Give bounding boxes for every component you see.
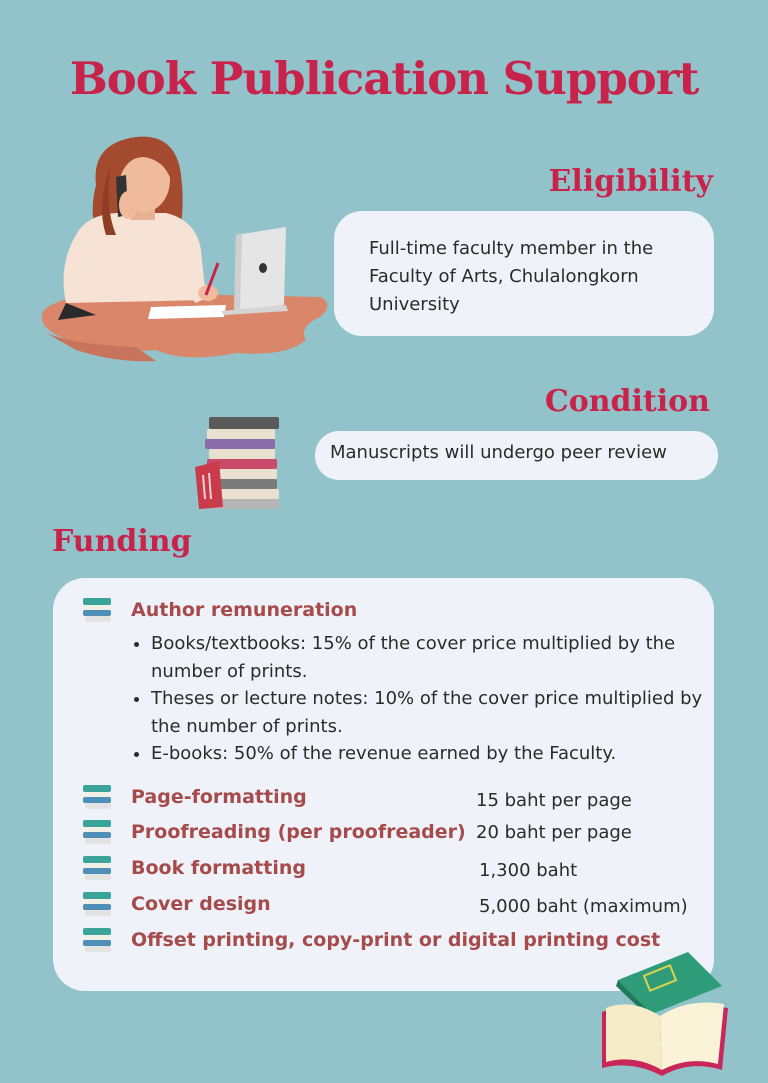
eligibility-heading: Eligibility — [548, 164, 713, 199]
book-stack-illustration — [193, 415, 285, 511]
open-book-illustration — [598, 950, 738, 1080]
books-icon — [81, 596, 113, 624]
funding-item-amount: 15 baht per page — [476, 790, 632, 811]
eligibility-text: Full-time faculty member in the Faculty of Arts, Chulalongkorn University — [369, 238, 654, 315]
condition-text: Manuscripts will undergo peer review — [330, 442, 667, 463]
funding-item-cover-design — [81, 890, 271, 918]
funding-item-book-formatting — [81, 854, 306, 882]
funding-heading: Funding — [52, 524, 192, 559]
funding-item-amount: 20 baht per page — [476, 822, 632, 843]
condition-card — [315, 431, 718, 480]
woman-at-laptop-illustration — [36, 135, 332, 365]
books-icon — [81, 783, 113, 811]
author-remuneration-label: Author remuneration — [131, 599, 358, 621]
funding-item-label: Proofreading (per proofreader) — [131, 821, 466, 843]
funding-item-label: Page-formatting — [131, 786, 307, 808]
funding-item-amount: 5,000 baht (maximum) — [479, 896, 688, 917]
books-icon — [81, 818, 113, 846]
books-icon — [81, 890, 113, 918]
funding-item-label: Cover design — [131, 893, 271, 915]
list-item: • Books/textbooks: 15% of the cover price multiplied by the number of prints. — [151, 630, 711, 685]
list-item: • Theses or lecture notes: 10% of the cover price multiplied by the number of prints. — [151, 685, 711, 740]
funding-item-label: Offset printing, copy-print or digital printing cost — [131, 929, 661, 951]
funding-item-printing — [81, 926, 660, 954]
funding-item-page-formatting — [81, 783, 307, 811]
page-title: Book Publication Support — [69, 52, 699, 105]
funding-card — [53, 578, 714, 991]
books-icon — [81, 854, 113, 882]
list-item: • E-books: 50% of the revenue earned by the Faculty. — [151, 740, 711, 768]
condition-heading: Condition — [544, 384, 710, 419]
funding-item-proofreading — [81, 818, 466, 846]
author-remuneration-list — [129, 630, 711, 768]
books-icon — [81, 926, 113, 954]
eligibility-card — [334, 211, 714, 336]
author-remuneration-row — [81, 596, 357, 624]
funding-item-label: Book formatting — [131, 857, 306, 879]
funding-item-amount: 1,300 baht — [479, 860, 578, 881]
